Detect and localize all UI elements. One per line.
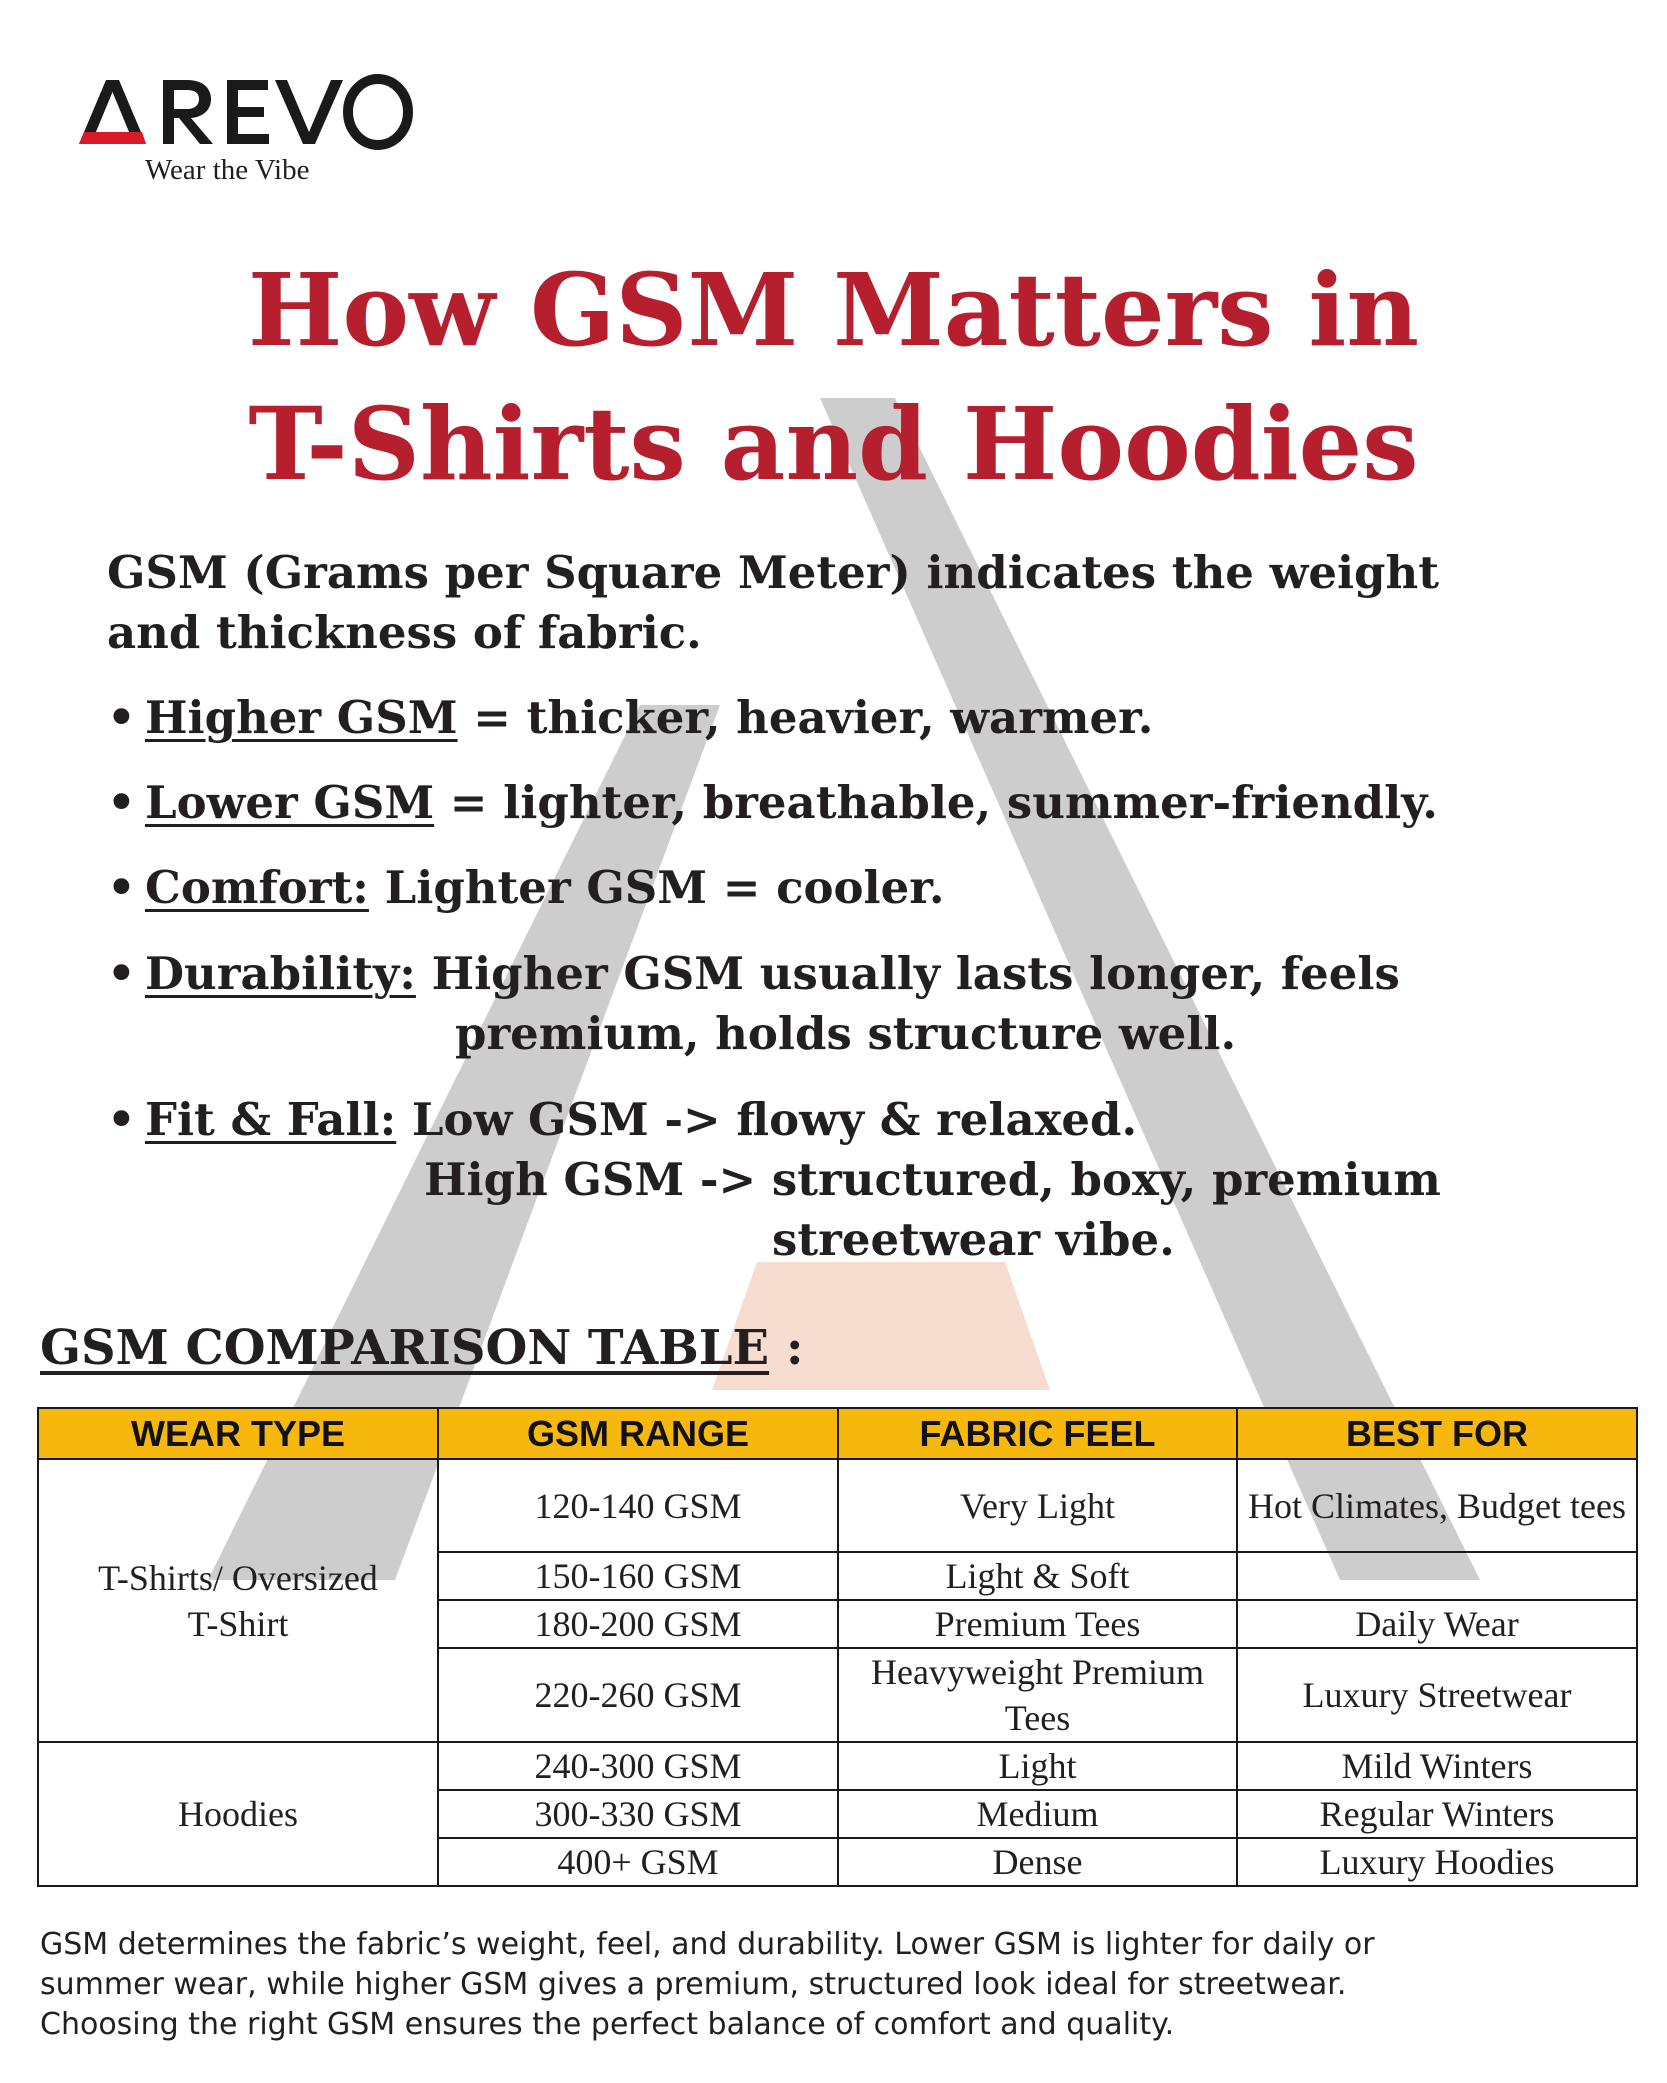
- footer-line-2: summer wear, while higher GSM gives a premium, structured look ideal for streetwear.: [40, 1967, 1347, 2002]
- best-for-cell: Luxury Hoodies: [1237, 1838, 1637, 1886]
- table-row: [38, 1742, 1637, 1790]
- column-header-gsm-range: GSM RANGE: [438, 1408, 838, 1459]
- footer-line-3: Choosing the right GSM ensures the perfect balance of comfort and quality.: [40, 2007, 1175, 2042]
- bullet-text: Low GSM -> flowy & relaxed.: [396, 1093, 1138, 1146]
- footer-summary: [40, 1925, 1640, 2045]
- table-header-row: [38, 1408, 1637, 1459]
- table-row: [38, 1459, 1637, 1552]
- bullet-fit-fall-continued-1: High GSM -> structured, boxy, premium: [424, 1153, 1441, 1206]
- page-title: [0, 243, 1667, 511]
- bullet-text: Lighter GSM = cooler.: [368, 861, 945, 914]
- bullet-lower-gsm: [107, 773, 1438, 833]
- logo-wordmark: [75, 72, 435, 154]
- bullet-term: Comfort:: [145, 861, 369, 914]
- column-header-fabric-feel: FABRIC FEEL: [838, 1408, 1237, 1459]
- fabric-feel-cell: Premium Tees: [838, 1600, 1237, 1648]
- best-for-cell: Hot Climates, Budget tees: [1237, 1459, 1637, 1552]
- gsm-range-cell: 300-330 GSM: [438, 1790, 838, 1838]
- gsm-range-cell: 120-140 GSM: [438, 1459, 838, 1552]
- fabric-feel-cell: Dense: [838, 1838, 1237, 1886]
- fabric-feel-cell: Very Light: [838, 1459, 1237, 1552]
- gsm-range-cell: 400+ GSM: [438, 1838, 838, 1886]
- bullet-durability-continued: premium, holds structure well.: [455, 1007, 1237, 1060]
- bullet-term: Fit & Fall:: [145, 1093, 397, 1146]
- bullet-marker: •: [107, 691, 136, 744]
- fabric-feel-cell: [838, 1648, 1237, 1742]
- best-for-cell: Daily Wear: [1237, 1600, 1637, 1648]
- column-header-wear-type: WEAR TYPE: [38, 1408, 438, 1459]
- best-for-cell: Luxury Streetwear: [1237, 1648, 1637, 1742]
- fabric-feel-cell: Light & Soft: [838, 1552, 1237, 1600]
- intro-line-1: GSM (Grams per Square Meter) indicates the weight: [107, 546, 1440, 599]
- column-header-best-for: BEST FOR: [1237, 1408, 1637, 1459]
- wear-type-cell: Hoodies: [38, 1742, 438, 1886]
- bullet-marker: •: [107, 861, 136, 914]
- bullet-text: = thicker, heavier, warmer.: [457, 691, 1154, 744]
- bullet-text: Higher GSM usually lasts longer, feels: [415, 947, 1400, 1000]
- intro-paragraph: [107, 543, 1557, 663]
- footer-line-1: GSM determines the fabric’s weight, feel, and durability. Lower GSM is lighter for daily or: [40, 1927, 1375, 1962]
- best-for-cell: Regular Winters: [1237, 1790, 1637, 1838]
- bullet-term: Lower GSM: [145, 776, 435, 829]
- bullet-comfort: [107, 858, 945, 918]
- bullet-higher-gsm: [107, 688, 1153, 748]
- title-line-1: How GSM Matters in: [247, 251, 1420, 369]
- bullet-marker: •: [107, 776, 136, 829]
- gsm-range-cell: 180-200 GSM: [438, 1600, 838, 1648]
- best-for-cell: Mild Winters: [1237, 1742, 1637, 1790]
- wear-type-cell: [38, 1459, 438, 1742]
- intro-line-2: and thickness of fabric.: [107, 606, 702, 659]
- gsm-range-cell: 220-260 GSM: [438, 1648, 838, 1742]
- bullet-marker: •: [107, 1093, 136, 1146]
- table-heading: [40, 1320, 804, 1376]
- bullet-term: Durability:: [145, 947, 416, 1000]
- brand-logo: [75, 72, 435, 186]
- wear-type-label: T-Shirts/ Oversized T-Shirt: [98, 1557, 378, 1644]
- bullet-durability: [107, 944, 1400, 1004]
- brand-tagline: Wear the Vibe: [145, 154, 310, 186]
- table-heading-label: GSM COMPARISON TABLE: [40, 1320, 770, 1376]
- bullet-fit-fall: [107, 1090, 1137, 1150]
- bullet-text: = lighter, breathable, summer-friendly.: [434, 776, 1438, 829]
- best-for-cell: [1237, 1552, 1637, 1600]
- title-line-2: T-Shirts and Hoodies: [248, 385, 1419, 503]
- bullet-marker: •: [107, 947, 136, 1000]
- bullet-term: Higher GSM: [145, 691, 458, 744]
- gsm-range-cell: 240-300 GSM: [438, 1742, 838, 1790]
- fabric-feel-cell: Medium: [838, 1790, 1237, 1838]
- bullet-fit-fall-continued-2: streetwear vibe.: [772, 1213, 1175, 1266]
- gsm-comparison-table: [37, 1407, 1638, 1887]
- fabric-feel-label: Heavyweight Premium Tees: [871, 1652, 1204, 1738]
- gsm-range-cell: 150-160 GSM: [438, 1552, 838, 1600]
- table-heading-suffix: :: [769, 1320, 804, 1376]
- fabric-feel-cell: Light: [838, 1742, 1237, 1790]
